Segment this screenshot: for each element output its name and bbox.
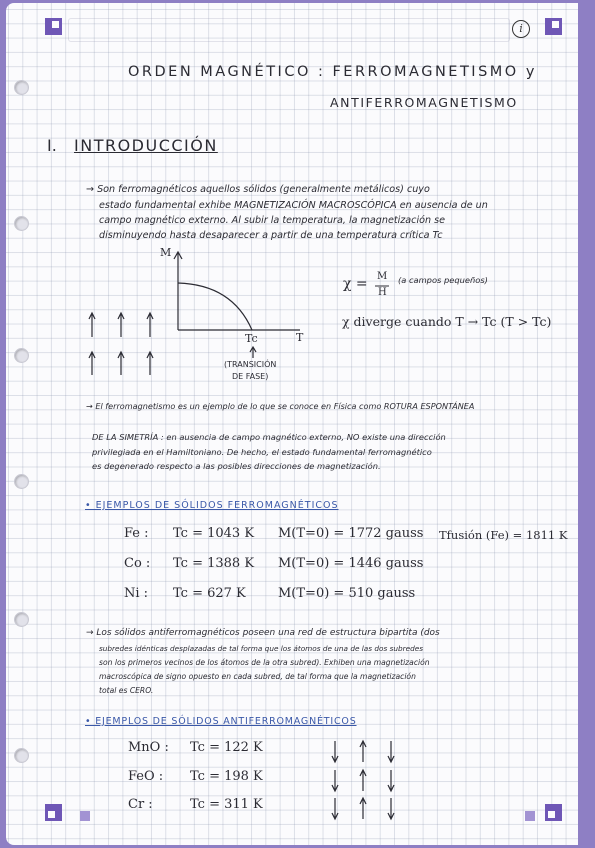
ferro-tc: Tc = 1043 K: [173, 526, 255, 541]
chi-denominator: H: [378, 287, 387, 298]
ferro-m0: M(T=0) = 510 gauss: [278, 586, 416, 601]
binder-hole: [14, 80, 29, 95]
para2-line3: privilegiada en el Hamiltoniano. De hecho, el estado fundamental ferromagnético: [92, 447, 432, 457]
ferro-tc: Tc = 627 K: [173, 586, 246, 601]
binder-hole: [14, 474, 29, 489]
binder-hole: [14, 612, 29, 627]
binder-hole: [14, 216, 29, 231]
transition-label-2: DE FASE): [232, 372, 269, 381]
para3-line1: → Los sólidos antiferromagnéticos poseen una red de estructura bipartita (dos: [86, 628, 440, 638]
header-box: [68, 18, 510, 42]
ferro-element: Fe :: [124, 526, 149, 541]
para2-line2: DE LA SIMETRÍA : en ausencia de campo magnético externo, NO existe una dirección: [92, 432, 446, 442]
corner-marker-bottom-right: [545, 804, 562, 821]
corner-marker-top-left: [45, 18, 62, 35]
corner-square-left: [80, 811, 90, 821]
para3-line2: subredes idénticas desplazadas de tal forma que los átomos de una de las dos subredes: [99, 644, 424, 653]
ferro-heading: • EJEMPLOS DE SÓLIDOS FERROMAGNÉTICOS: [85, 500, 339, 511]
ferro-element: Co :: [124, 556, 151, 571]
para3-line5: total es CERO.: [99, 686, 154, 695]
title-line-1: ORDEN MAGNÉTICO : FERROMAGNETISMO y: [128, 64, 537, 80]
para1-line4: disminuyendo hasta desaparecer a partir de una temperatura crítica Tc: [99, 230, 443, 241]
corner-marker-bottom-left: [45, 804, 62, 821]
binder-hole: [14, 348, 29, 363]
section-title: INTRODUCCIÓN: [74, 136, 218, 155]
chi-diverges: χ diverge cuando T → Tc (T > Tc): [342, 314, 552, 329]
antiferro-heading: • EJEMPLOS DE SÓLIDOS ANTIFERROMAGNÉTICOS: [85, 716, 357, 727]
corner-square-right: [525, 811, 535, 821]
para3-line3: son los primeros vecinos de los átomos de la otra subred). Exhiben una magnetización: [99, 658, 430, 667]
antiferro-compound: FeO :: [128, 769, 164, 784]
chi-lhs: χ =: [343, 276, 368, 292]
corner-marker-top-right: [545, 18, 562, 35]
para2-line4: es degenerado respecto a las posibles direcciones de magnetización.: [92, 461, 381, 471]
para1-line3: campo magnético externo. Al subir la temperatura, la magnetización se: [99, 215, 446, 226]
graph-tc-label: Tc: [245, 332, 258, 345]
title-line-2: ANTIFERROMAGNETISMO: [330, 95, 518, 110]
graph-x-label: T: [296, 331, 304, 344]
info-icon: i: [512, 20, 530, 38]
chi-note: (a campos pequeños): [398, 275, 488, 285]
antiferro-compound: MnO :: [128, 740, 169, 755]
para1-line1: → Son ferromagnéticos aquellos sólidos (generalmente metálicos) cuyo: [86, 184, 430, 195]
ferro-tc: Tc = 1388 K: [173, 556, 255, 571]
fe-melting-temp: Tfusión (Fe) = 1811 K: [439, 528, 568, 542]
graph-y-label: M: [160, 246, 172, 259]
ferro-m0: M(T=0) = 1446 gauss: [278, 556, 424, 571]
antiferro-tc: Tc = 198 K: [190, 769, 263, 784]
antiferro-tc: Tc = 122 K: [190, 740, 263, 755]
antiferro-compound: Cr :: [128, 797, 153, 812]
chi-numerator: M: [377, 271, 388, 282]
antiferro-tc: Tc = 311 K: [190, 797, 263, 812]
ferro-m0: M(T=0) = 1772 gauss: [278, 526, 424, 541]
binder-hole: [14, 748, 29, 763]
para2-line1: → El ferromagnetismo es un ejemplo de lo que se conoce en Física como ROTURA ESPONTÁNEA: [86, 401, 475, 411]
para3-line4: macroscópica de signo opuesto en cada subred, de tal forma que la magnetización: [99, 672, 416, 681]
ferro-element: Ni :: [124, 586, 149, 601]
section-number: I.: [47, 136, 57, 155]
transition-label-1: (TRANSICIÓN: [224, 360, 277, 369]
para1-line2: estado fundamental exhibe MAGNETIZACIÓN MACROSCÓPICA en ausencia de un: [99, 200, 488, 211]
